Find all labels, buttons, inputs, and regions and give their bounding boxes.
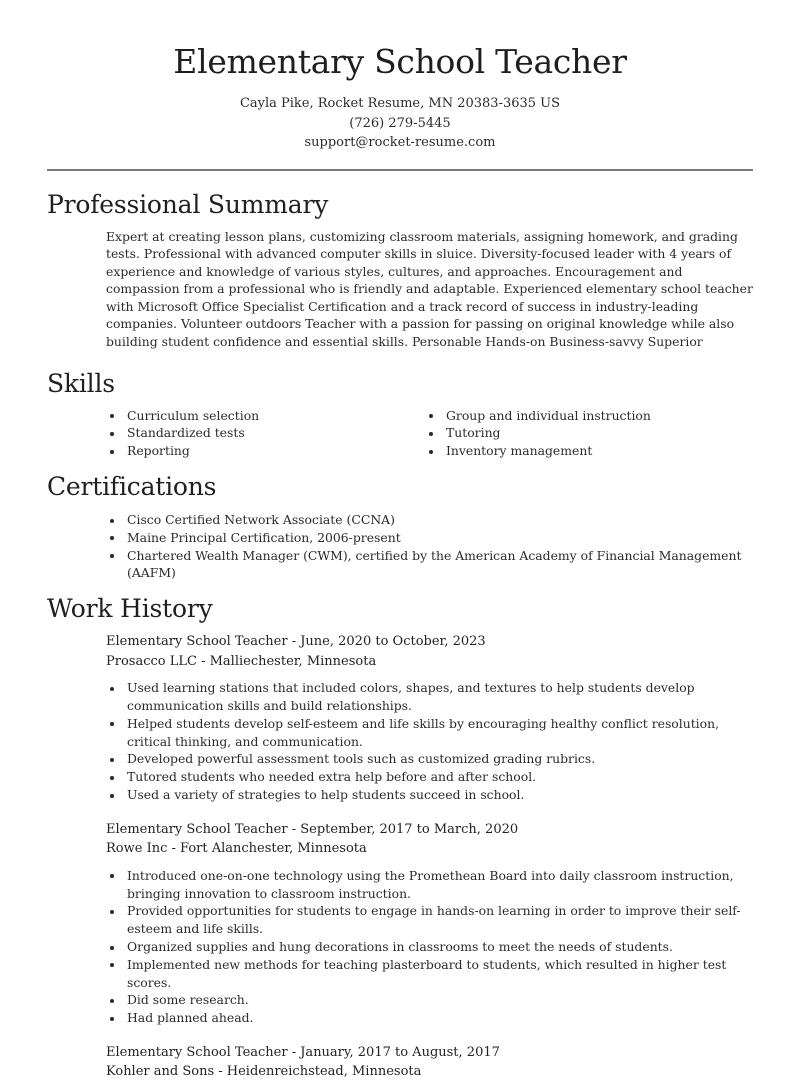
job-entry <box>106 1043 753 1082</box>
section-heading-skills: Skills <box>47 368 115 398</box>
skill-item: Reporting <box>106 442 425 460</box>
certification-item: Cisco Certified Network Associate (CCNA) <box>106 511 753 529</box>
section-skills <box>47 369 753 460</box>
contact-address: Cayla Pike, Rocket Resume, MN 20383-3635 US <box>239 96 561 111</box>
summary-text: Expert at creating lesson plans, customizing classroom materials, assigning homework, and grading tests. Professional with advanced computer skills in sluice. Diversity-focused leader with 4 years of experience and knowledge of various styles, cultures, and approaches. Encouragement and compassion from a professional who is friendly and adaptable. Experienced elementary school teacher with Microsoft Office Specialist Certification and a track record of success in industry-leading companies. Volunteer outdoors Teacher with a passion for passing on original knowledge while also building student confidence and essential skills. Personable Hands-on Business-savvy Superior <box>106 228 753 350</box>
skills-column-left <box>106 407 425 460</box>
job-bullet: Organized supplies and hung decorations in classrooms to meet the needs of students. <box>106 938 753 956</box>
job-company-location: Kohler and Sons - Heidenreichstead, Minnesota <box>106 1064 422 1080</box>
section-heading-work-history: Work History <box>47 594 213 624</box>
header-divider <box>47 169 753 171</box>
job-title-dates: Elementary School Teacher - June, 2020 to October, 2023 <box>106 634 486 650</box>
job-bullet: Used a variety of strategies to help students succeed in school. <box>106 786 753 804</box>
section-work-history <box>47 594 753 1082</box>
resume-title: Elementary School Teacher <box>173 42 627 81</box>
skills-grid <box>106 407 753 460</box>
skill-item: Tutoring <box>425 424 744 442</box>
skill-item: Inventory management <box>425 442 744 460</box>
section-professional-summary <box>47 190 753 351</box>
job-bullet: Provided opportunities for students to engage in hands-on learning in order to improve their self-esteem and life skills. <box>106 902 753 938</box>
section-heading-certifications: Certifications <box>47 472 217 502</box>
skill-item: Standardized tests <box>106 424 425 442</box>
job-bullet: Developed powerful assessment tools such as customized grading rubrics. <box>106 750 753 768</box>
certifications-list <box>106 511 753 582</box>
job-bullets <box>106 679 753 804</box>
job-bullet: Helped students develop self-esteem and life skills by encouraging healthy conflict resolution, critical thinking, and communication. <box>106 715 753 751</box>
skill-item: Curriculum selection <box>106 407 425 425</box>
skills-column-right <box>425 407 744 460</box>
job-bullet: Had planned ahead. <box>106 1009 753 1027</box>
job-company-location: Rowe Inc - Fort Alanchester, Minnesota <box>106 841 367 857</box>
job-bullet: Did some research. <box>106 991 753 1009</box>
job-bullets <box>106 867 753 1027</box>
certification-item: Maine Principal Certification, 2006-present <box>106 529 753 547</box>
contact-email: support@rocket-resume.com <box>304 135 496 150</box>
certification-item: Chartered Wealth Manager (CWM), certified by the American Academy of Financial Management (AAFM) <box>106 547 753 583</box>
job-bullet: Implemented new methods for teaching plasterboard to students, which resulted in higher test scores. <box>106 956 753 992</box>
resume-header <box>47 0 753 153</box>
job-company-location: Prosacco LLC - Malliechester, Minnesota <box>106 653 377 669</box>
job-bullet: Tutored students who needed extra help before and after school. <box>106 768 753 786</box>
section-certifications <box>47 472 753 582</box>
job-title-dates: Elementary School Teacher - September, 2017 to March, 2020 <box>106 821 519 837</box>
job-entry <box>106 632 753 804</box>
contact-phone: (726) 279-5445 <box>349 115 451 131</box>
job-title-dates: Elementary School Teacher - January, 2017 to August, 2017 <box>106 1044 500 1060</box>
job-entry <box>106 820 753 1027</box>
job-bullet: Introduced one-on-one technology using the Promethean Board into daily classroom instruction, bringing innovation to classroom instruction. <box>106 867 753 903</box>
job-bullet: Used learning stations that included colors, shapes, and textures to help students develop communication skills and build relationships. <box>106 679 753 715</box>
section-heading-summary: Professional Summary <box>47 189 329 219</box>
skill-item: Group and individual instruction <box>425 407 744 425</box>
